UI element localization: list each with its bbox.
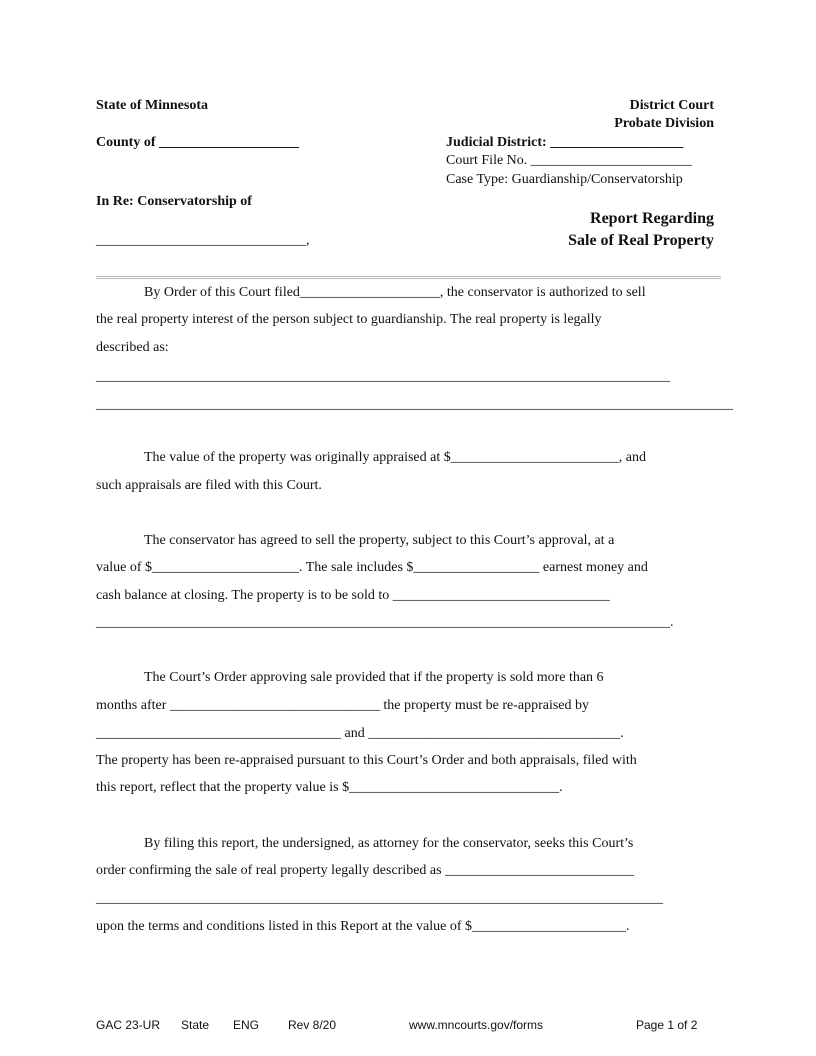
footer-language: ENG [233,1018,260,1032]
county-field: County of ____________________ [96,135,300,150]
p3-line4: __________________________________________________________________________________. [96,615,674,630]
p5-line4: upon the terms and conditions listed in this Report at the value of $______________________. [96,919,630,934]
p5-line2: order confirming the sale of real property legally described as ___________________________ [96,863,635,878]
p4-line4: The property has been re-appraised pursuant to this Court’s Order and both appraisals, filed with [96,753,637,768]
in-re-label: In Re: Conservatorship of [96,194,252,209]
conservatee-name-blank: ______________________________, [96,233,310,248]
p4-line1: The Court’s Order approving sale provided that if the property is sold more than 6 [144,670,604,685]
p1-line1: By Order of this Court filed____________________, the conservator is authorized to sell [144,285,646,300]
p5-line3: _________________________________________________________________________________ [96,891,663,906]
legal-description-blank-1: __________________________________________________________________________________ [96,369,670,384]
judicial-district-field: Judicial District: ___________________ [446,135,684,150]
p2-line2: such appraisals are filed with this Court. [96,478,322,493]
state-label: State of Minnesota [96,98,208,113]
case-type-label: Case Type: Guardianship/Conservatorship [446,172,683,187]
p1-line3: described as: [96,340,169,355]
court-file-no-field: Court File No. _______________________ [446,153,692,168]
footer-state: State [181,1018,210,1032]
p3-line2: value of $_____________________. The sale includes $__________________ earnest money and [96,560,648,575]
footer-url-link[interactable]: www.mncourts.gov/forms [409,1018,544,1032]
p4-line5: this report, reflect that the property value is $______________________________. [96,780,563,795]
court-division: Probate Division [614,116,714,131]
legal-description-blank-2: ___________________________________________________________________________________________ [96,397,733,412]
p5-line1: By filing this report, the undersigned, as attorney for the conservator, seeks this Court’s [144,836,634,851]
header-divider [96,276,721,279]
p2-line1: The value of the property was originally appraised at $________________________, and [144,450,646,465]
report-title-line2: Sale of Real Property [568,232,714,249]
p4-line3: ___________________________________ and ____________________________________. [96,726,624,741]
footer-form-code: GAC 23-UR [96,1018,161,1032]
footer-page-number: Page 1 of 2 [636,1018,698,1032]
report-title-line1: Report Regarding [590,210,714,227]
p3-line1: The conservator has agreed to sell the property, subject to this Court’s approval, at a [144,533,615,548]
footer-revision: Rev 8/20 [288,1018,337,1032]
p3-line3: cash balance at closing. The property is to be sold to _______________________________ [96,588,610,603]
court-name: District Court [629,98,714,113]
p4-line2: months after ______________________________ the property must be re-appraised by [96,698,590,713]
p1-line2: the real property interest of the person subject to guardianship. The real property is legally [96,312,602,327]
